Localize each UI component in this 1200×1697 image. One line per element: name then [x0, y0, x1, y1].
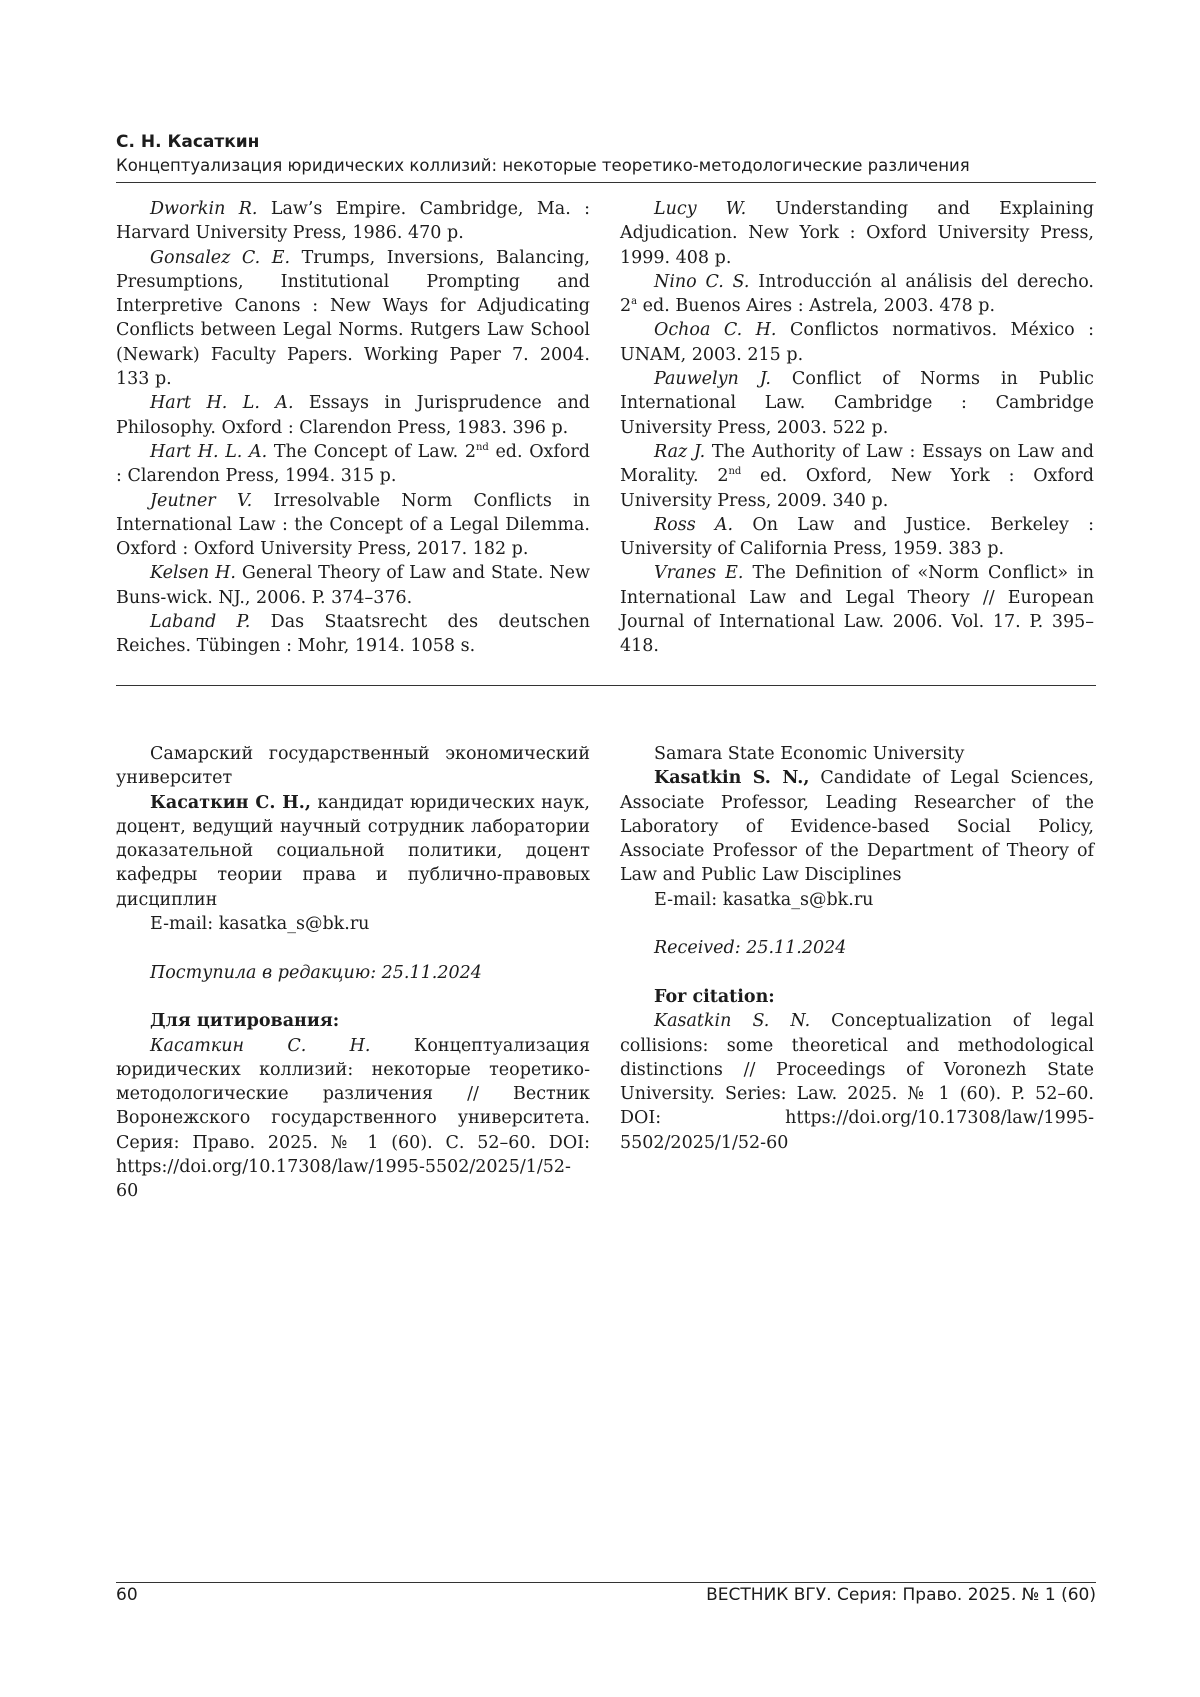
author-description: Касаткин С. Н., кандидат юридических наук, доцент, ведущий научный сотрудник лаборатории доказательной социальной политики, доцент кафедры теории права и публично-правовых дисциплин	[116, 792, 591, 910]
running-head	[116, 130, 1096, 178]
journal-name: ВЕСТНИК ВГУ. Серия: Право. 2025. № 1 (60)	[706, 1585, 1096, 1605]
running-head-author: С. Н. Касаткин	[116, 132, 260, 152]
citation-text: Kasatkin S. N. Conceptualization of legal collisions: some theoretical and methodological distinctions // Proceedings of Voronezh State University. Series: Law. 2025. № 1 (60). P. 52–60. DOI: https://doi.org/10.17308/law/1995-5502/2025/1/52-60	[620, 1011, 1094, 1153]
email: E-mail: kasatka_s@bk.ru	[150, 914, 370, 935]
received-date: Поступила в редакцию: 25.11.2024	[150, 962, 482, 983]
footer-rule	[116, 1582, 1096, 1583]
references-right	[620, 197, 1094, 659]
page-footer	[116, 1584, 1096, 1606]
running-head-title: Концептуализация юридических коллизий: некоторые теоретико-методологические различения	[116, 156, 970, 175]
reference-item: Ross A. On Law and Justice. Berkeley : University of California Press, 1959. 383 p.	[620, 514, 1094, 560]
citation-heading: For citation:	[654, 986, 775, 1007]
author-description: Kasatkin S. N., Candidate of Legal Sciences, Associate Professor, Leading Researcher of the Laboratory of Evidence-based Social Policy, Associate Professor of the Department of Theory of Law and Public Law Disciplines	[620, 768, 1094, 886]
citation-text: Касаткин С. Н. Концептуализация юридических коллизий: некоторые теоретико-методологические различения // Вестник Воронежского государственного университета. Серия: Право. 2025. № 1 (60). С. 52–60. DOI: https://doi.org/10.17308/law/1995-5502/2025/1/52-60	[116, 1035, 590, 1202]
reference-item: Hart H. L. A. Essays in Jurisprudence and Philosophy. Oxford : Clarendon Press, 1983. 396 p.	[116, 393, 590, 438]
reference-item: Pauwelyn J. Conflict of Norms in Public International Law. Cambridge : Cambridge University Press, 2003. 522 p.	[620, 369, 1094, 438]
section-rule	[116, 685, 1096, 686]
reference-item: Dworkin R. Law’s Empire. Cambridge, Ma. : Harvard University Press, 1986. 470 p.	[116, 199, 591, 244]
page-number: 60	[116, 1585, 138, 1605]
reference-item: Laband P. Das Staatsrecht des deutschen Reiches. Tübingen : Mohr, 1914. 1058 s.	[116, 612, 590, 657]
header-rule	[116, 182, 1096, 183]
affiliation: Самарский государственный экономический университет	[116, 744, 590, 789]
reference-item: Ochoa C. H. Conflictos normativos. México : UNAM, 2003. 215 p.	[620, 320, 1094, 365]
references-left	[116, 197, 590, 659]
reference-item: Kelsen H. General Theory of Law and State. New Buns-wick. NJ., 2006. P. 374–376.	[116, 563, 590, 608]
email: E-mail: kasatka_s@bk.ru	[654, 889, 874, 910]
reference-item: Jeutner V. Irresolvable Norm Conflicts in International Law : the Concept of a Legal Dilemma. Oxford : Oxford University Press, 2017. 182 p.	[116, 490, 590, 560]
received-date: Received: 25.11.2024	[654, 938, 847, 959]
reference-item: Lucy W. Understanding and Explaining Adjudication. New York : Oxford University Press, 1999. 408 p.	[620, 199, 1094, 268]
affiliation: Samara State Economic University	[654, 744, 965, 764]
author-info-en	[620, 742, 1094, 1155]
reference-item: Vranes E. The Definition of «Norm Conflict» in International Law and Legal Theory // European Journal of International Law. 2006. Vol. 17. P. 395–418.	[620, 563, 1094, 657]
reference-item: Hart H. L. A. The Concept of Law. 2nd ed. Oxford : Clarendon Press, 1994. 315 p.	[116, 441, 591, 487]
citation-heading: Для цитирования:	[150, 1011, 340, 1032]
author-info-ru	[116, 742, 590, 1204]
reference-item: Raz J. The Authority of Law : Essays on Law and Morality. 2nd ed. Oxford, New York : Oxford University Press, 2009. 340 p.	[620, 441, 1094, 511]
reference-item: Nino C. S. Introducción al análisis del derecho. 2$^a$ ed. Buenos Aires : Astrela, 2003. 478 p.	[620, 271, 1094, 317]
reference-item: Gonsalez C. E. Trumps, Inversions, Balancing, Presumptions, Institutional Prompting and Interpretive Canons : New Ways for Adjudicating Conflicts between Legal Norms. Rutgers Law School (Newark) Faculty Papers. Working Paper 7. 2004. 133 p.	[116, 247, 590, 390]
